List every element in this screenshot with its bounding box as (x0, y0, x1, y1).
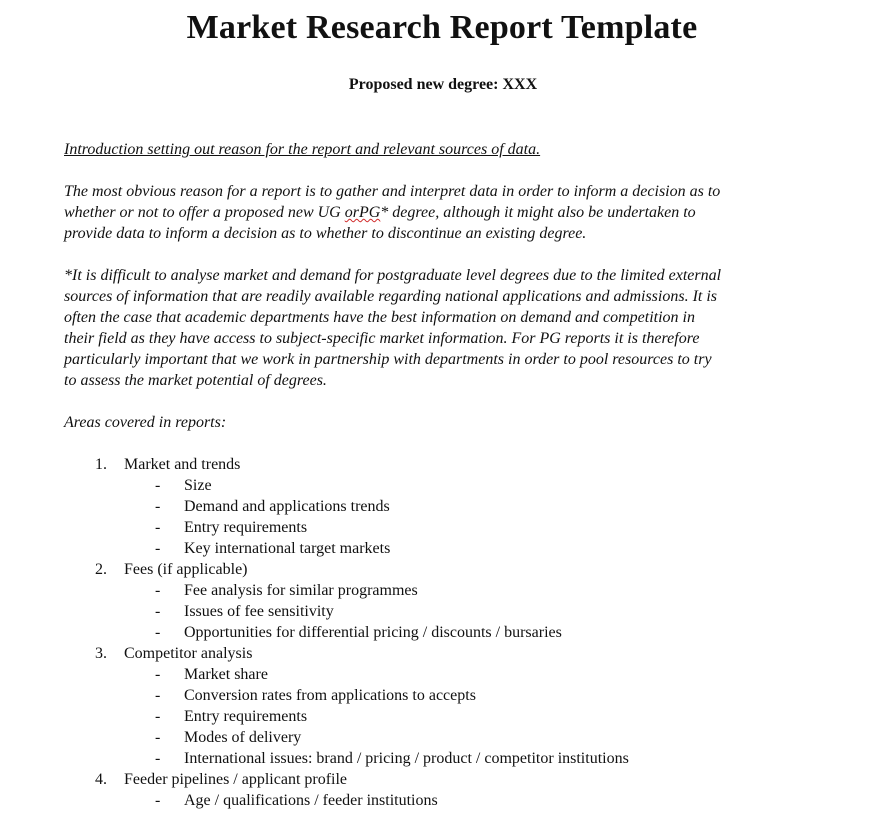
list-item-label: Fee analysis for similar programmes (184, 582, 418, 599)
list-item (0, 790, 880, 811)
list-item-label: Key international target markets (184, 540, 391, 557)
list-item (0, 601, 880, 622)
list-section (0, 454, 880, 475)
list-item (0, 580, 880, 601)
paragraph-line: *It is difficult to analyse market and demand for postgraduate level degrees due to the limited external (64, 267, 722, 284)
paragraph-line: particularly important that we work in partnership with departments in order to pool resources to try (64, 351, 712, 368)
list-item-label: Entry requirements (184, 519, 308, 536)
paragraph-line: often the case that academic departments have the best information on demand and competition in (64, 309, 695, 326)
list-item-label: Opportunities for differential pricing / discounts / bursaries (184, 624, 562, 641)
list-item (0, 517, 880, 538)
list-item-label: Market share (184, 666, 268, 683)
list-item-label: International issues: brand / pricing / product / competitor institutions (184, 750, 629, 767)
paragraph-line: their field as they have access to subject-specific market information. For PG reports it is therefore (64, 330, 700, 347)
dash-bullet-icon: - (155, 750, 161, 767)
list-item-label: Demand and applications trends (184, 498, 390, 515)
list-item (0, 475, 880, 496)
areas-heading: Areas covered in reports: (64, 414, 227, 431)
paragraph-pg-note (64, 265, 824, 391)
list-section-label: Market and trends (124, 456, 241, 473)
list-number: 1. (95, 456, 107, 473)
dash-bullet-icon: - (155, 708, 161, 725)
introduction-heading: Introduction setting out reason for the report and relevant sources of data. (64, 141, 541, 158)
dash-bullet-icon: - (155, 477, 161, 494)
list-item (0, 727, 880, 748)
list-item-label: Size (184, 477, 212, 494)
areas-list (0, 454, 880, 811)
dash-bullet-icon: - (155, 519, 161, 536)
list-section-label: Fees (if applicable) (124, 561, 248, 578)
list-item-label: Issues of fee sensitivity (184, 603, 334, 620)
list-section (0, 769, 880, 790)
dash-bullet-icon: - (155, 792, 161, 809)
list-item (0, 706, 880, 727)
paragraph-line: The most obvious reason for a report is to gather and interpret data in order to inform a decision as to (64, 183, 721, 200)
list-item-label: Age / qualifications / feeder institutions (184, 792, 438, 809)
list-item-label: Modes of delivery (184, 729, 302, 746)
dash-bullet-icon: - (155, 582, 161, 599)
list-item-label: Entry requirements (184, 708, 308, 725)
dash-bullet-icon: - (155, 624, 161, 641)
list-section-label: Feeder pipelines / applicant profile (124, 771, 348, 788)
list-item-label: Conversion rates from applications to accepts (184, 687, 476, 704)
list-item (0, 664, 880, 685)
dash-bullet-icon: - (155, 729, 161, 746)
paragraph-line: provide data to inform a decision as to whether to discontinue an existing degree. (64, 225, 587, 242)
list-section-label: Competitor analysis (124, 645, 253, 662)
paragraph-report-reason (64, 181, 824, 244)
list-number: 2. (95, 561, 107, 578)
paragraph-line: sources of information that are readily available regarding national applications and admissions. It is (64, 288, 718, 305)
list-item (0, 685, 880, 706)
list-section (0, 559, 880, 580)
dash-bullet-icon: - (155, 540, 161, 557)
list-section (0, 643, 880, 664)
dash-bullet-icon: - (155, 687, 161, 704)
dash-bullet-icon: - (155, 498, 161, 515)
list-item (0, 496, 880, 517)
document-title: Market Research Report Template (186, 9, 698, 46)
list-number: 3. (95, 645, 107, 662)
dash-bullet-icon: - (155, 666, 161, 683)
list-item (0, 622, 880, 643)
list-item (0, 748, 880, 769)
paragraph-line: whether or not to offer a proposed new UG orPG* degree, although it might also be undertaken to (64, 204, 696, 221)
list-number: 4. (95, 771, 107, 788)
proposed-degree-subtitle: Proposed new degree: XXX (348, 76, 538, 93)
spellcheck-flagged-word[interactable]: orPG (344, 204, 381, 221)
list-item (0, 538, 880, 559)
dash-bullet-icon: - (155, 603, 161, 620)
paragraph-line: to assess the market potential of degrees. (64, 372, 327, 389)
